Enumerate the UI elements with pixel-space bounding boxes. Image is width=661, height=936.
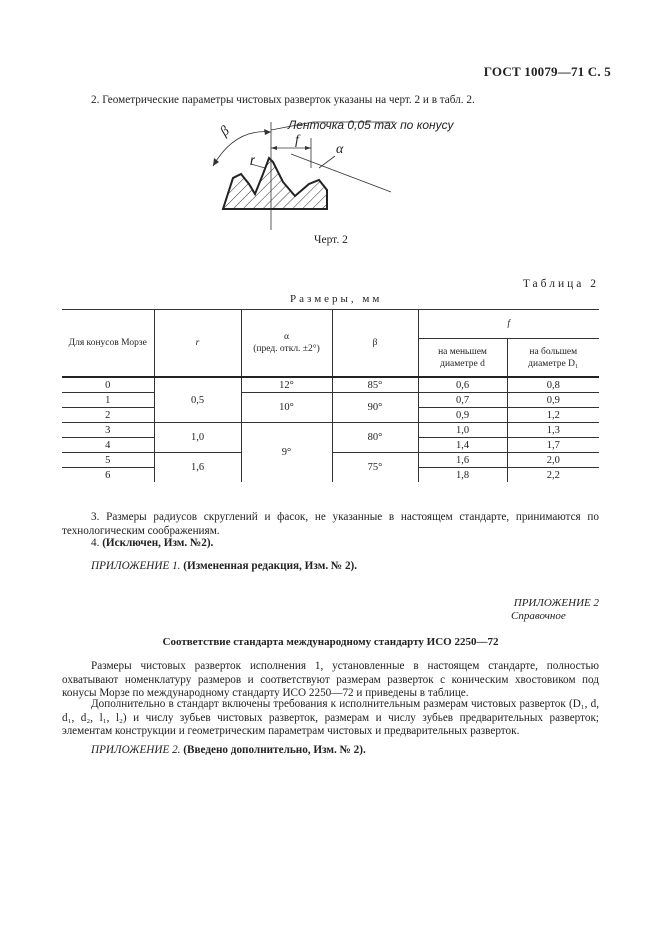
- item-4: [91, 537, 213, 551]
- appendix-2-note: [91, 744, 366, 758]
- table-row: [62, 423, 599, 438]
- paragraph-1: Размеры чистовых разверток исполнения 1, установленные в настоящем стандарте, полностью охватывают номенклатуру размеров и соответствуют размерам разверток с коническим хвостовиком под конусы Морзе по международному стандарту ИСО 2250—72 и приведены в таблице.: [62, 660, 599, 699]
- figure-land-note: Ленточка 0,05 max по конусу: [288, 118, 454, 132]
- cell-morse: 0: [62, 377, 154, 393]
- cell-f-small: 0,6: [418, 377, 507, 393]
- cell-beta: 75°: [332, 453, 418, 483]
- cell-morse: 4: [62, 438, 154, 453]
- appendix-1-label: ПРИЛОЖЕНИЕ 1.: [91, 560, 181, 572]
- cell-f-small: 1,4: [418, 438, 507, 453]
- table-units: Размеры, мм: [290, 293, 383, 305]
- cell-beta: 90°: [332, 393, 418, 423]
- header-f-big: на большем диаметре D₁: [507, 339, 599, 377]
- cell-beta: 85°: [332, 377, 418, 393]
- cell-f-big: 1,3: [507, 423, 599, 438]
- cell-f-big: 2,2: [507, 468, 599, 483]
- appendix-1-note: [91, 560, 357, 574]
- cell-f-small: 1,8: [418, 468, 507, 483]
- appendix-2-change: (Введено дополнительно, Изм. № 2).: [183, 744, 366, 756]
- cell-f-small: 0,7: [418, 393, 507, 408]
- cell-f-big: 2,0: [507, 453, 599, 468]
- header-f: f: [418, 310, 599, 339]
- cell-f-big: 0,8: [507, 377, 599, 393]
- appendix-2-subtitle: Справочное: [511, 610, 566, 622]
- cell-morse: 3: [62, 423, 154, 438]
- item-3-text: 3. Размеры радиусов скруглений и фасок, не указанные в настоящем стандарте, принимаются по технологическим соображениям.: [62, 511, 599, 537]
- cell-f-small: 1,6: [418, 453, 507, 468]
- cell-r: 0,5: [154, 377, 241, 423]
- table-row: [62, 377, 599, 393]
- section-heading: Соответствие стандарта международному стандарту ИСО 2250—72: [162, 636, 499, 648]
- appendix-2-title: ПРИЛОЖЕНИЕ 2: [513, 597, 599, 609]
- item-4-text: (Исключен, Изм. №2).: [102, 537, 214, 549]
- cell-morse: 1: [62, 393, 154, 408]
- cell-f-big: 1,2: [507, 408, 599, 423]
- cell-f-big: 0,9: [507, 393, 599, 408]
- cell-r: 1,0: [154, 423, 241, 453]
- table-label: Таблица 2: [522, 278, 599, 290]
- item-4-number: 4.: [91, 537, 100, 549]
- header-r: r: [154, 310, 241, 378]
- header-f-small: на меньшем диаметре d: [418, 339, 507, 377]
- table-row: [62, 393, 599, 408]
- cell-f-small: 1,0: [418, 423, 507, 438]
- cell-alpha: 10°: [241, 393, 332, 423]
- cell-morse: 6: [62, 468, 154, 483]
- cell-f-small: 0,9: [418, 408, 507, 423]
- figure-label-alpha: α: [336, 142, 344, 157]
- page-header: ГОСТ 10079—71 С. 5: [483, 64, 611, 79]
- cell-morse: 2: [62, 408, 154, 423]
- morse-reamer-table: [62, 309, 599, 482]
- cell-beta: 80°: [332, 423, 418, 453]
- paragraph-2: Дополнительно в стандарт включены требования к исполнительным размерам чистовых разверток (D₁, d, d₁, d₂, l₁, l₂) и числу зубьев чистовых разверток, размерам и числу зубьев предварительных разверток; элементам конструкции и геометрическим параметрам чистовых и предварительных разверток.: [62, 698, 599, 737]
- header-alpha: [241, 310, 332, 378]
- cell-morse: 5: [62, 453, 154, 468]
- figure-caption: Черт. 2: [314, 234, 348, 246]
- cell-alpha: 9°: [241, 423, 332, 483]
- header-morse: Для конусов Морзе: [62, 310, 154, 378]
- cell-f-big: 1,7: [507, 438, 599, 453]
- appendix-2-label: ПРИЛОЖЕНИЕ 2.: [91, 744, 181, 756]
- item-2-text: 2. Геометрические параметры чистовых разверток указаны на черт. 2 и в табл. 2.: [91, 94, 475, 106]
- header-alpha-note: (пред. откл. ±2°): [253, 344, 320, 354]
- cell-alpha: 12°: [241, 377, 332, 393]
- figure-label-beta: β: [217, 123, 233, 140]
- appendix-1-change: (Измененная редакция, Изм. № 2).: [183, 560, 358, 572]
- cell-r: 1,6: [154, 453, 241, 483]
- figure-label-f: f: [295, 133, 299, 148]
- header-alpha-symbol: α: [284, 332, 289, 342]
- figure-label-r: r: [250, 152, 255, 168]
- header-beta: β: [332, 310, 418, 378]
